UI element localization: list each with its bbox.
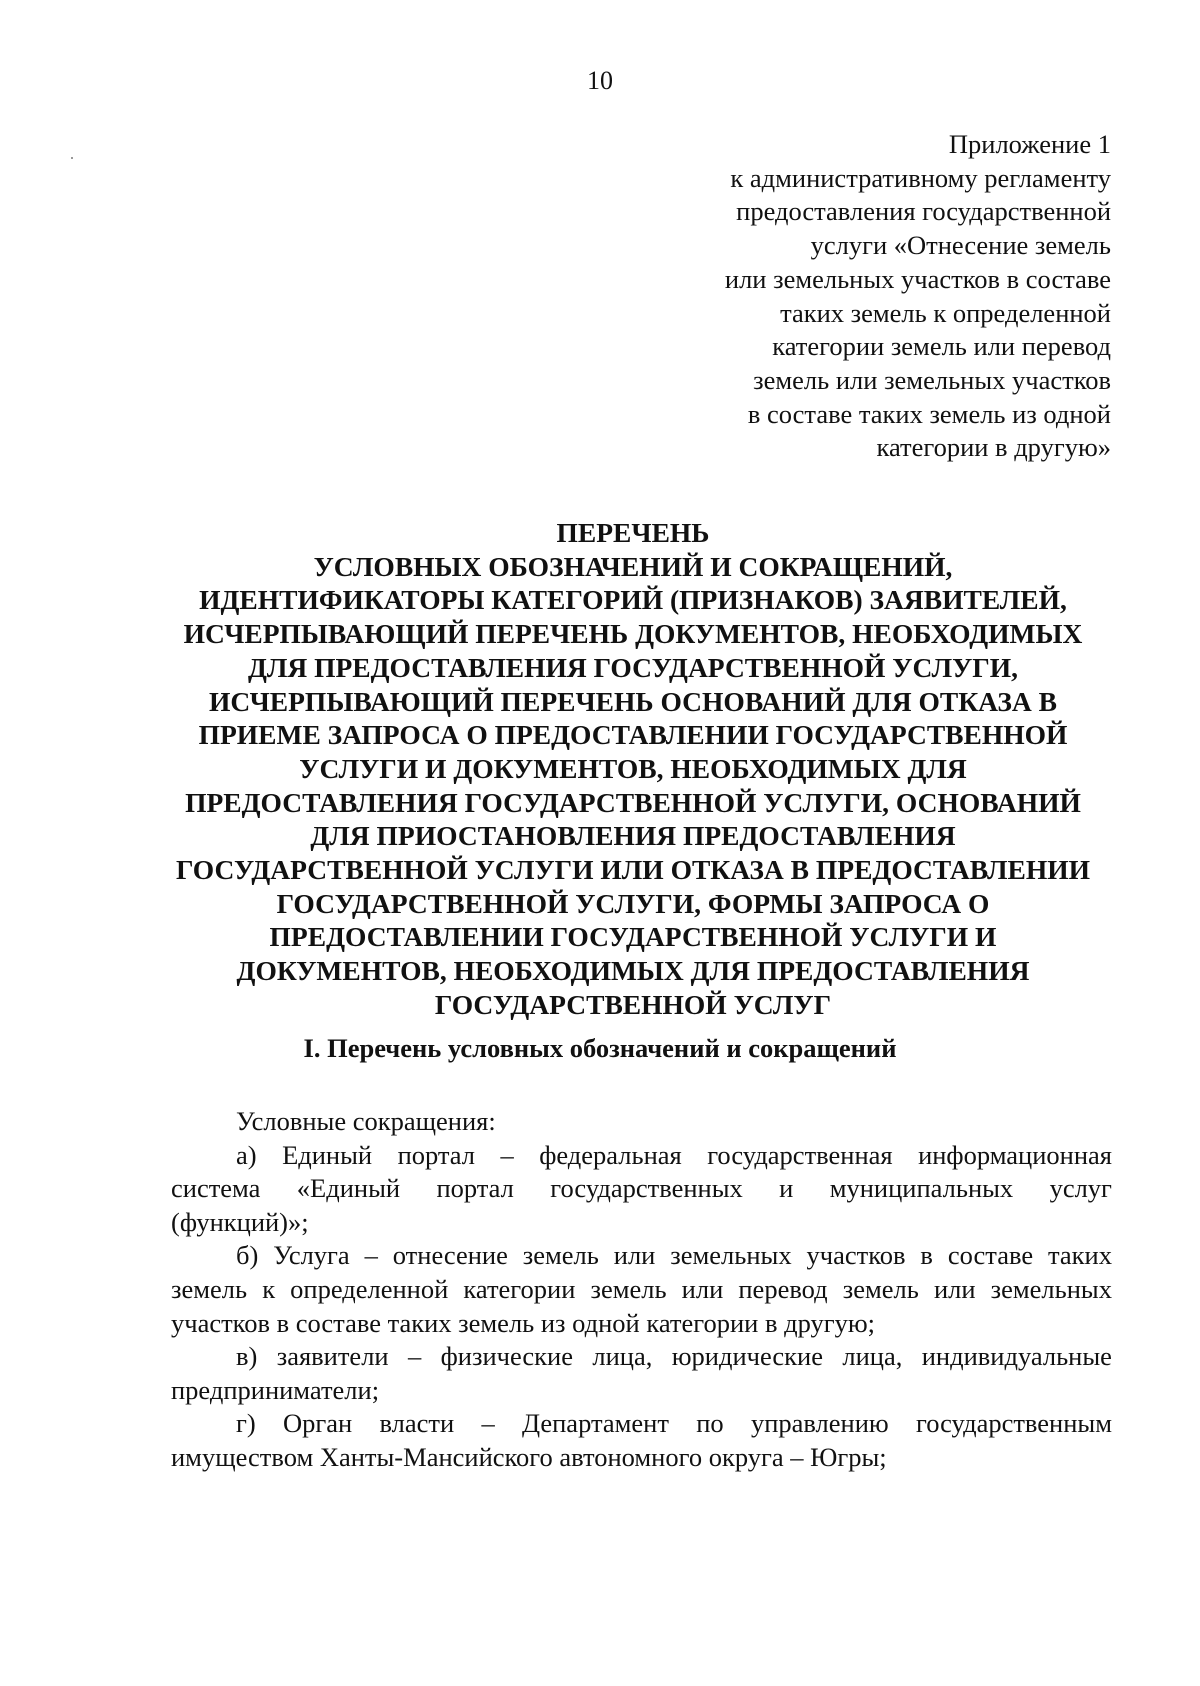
item-word: государственная	[707, 1139, 893, 1170]
item-word: или	[613, 1240, 656, 1271]
item-word: или	[933, 1273, 976, 1304]
title-line: УСЛУГИ И ДОКУМЕНТОВ, НЕОБХОДИМЫХ ДЛЯ	[299, 752, 967, 784]
item-word: Орган	[282, 1408, 353, 1439]
item-word: юридические	[671, 1341, 823, 1372]
document-title	[160, 516, 1106, 1022]
abbreviation-item	[171, 1407, 1112, 1474]
item-word: земель	[171, 1273, 248, 1304]
appendix-line: предоставления государственной	[736, 196, 1111, 227]
title-line: ГОСУДАРСТВЕННОЙ УСЛУГИ, ФОРМЫ ЗАПРОСА О	[276, 887, 990, 919]
item-word: составе	[947, 1240, 1034, 1271]
item-word: участков	[806, 1240, 906, 1271]
title-line: УСЛОВНЫХ ОБОЗНАЧЕНИЙ И СОКРАЩЕНИЙ,	[313, 550, 953, 582]
item-word: земель	[590, 1273, 667, 1304]
item-line: (функций)»;	[171, 1206, 309, 1237]
item-line	[171, 1273, 1112, 1307]
title-line: ДЛЯ ПРИОСТАНОВЛЕНИЯ ПРЕДОСТАВЛЕНИЯ	[310, 820, 956, 852]
title-line: ГОСУДАРСТВЕННОЙ УСЛУГИ ИЛИ ОТКАЗА В ПРЕДОСТАВЛЕНИИ	[175, 854, 1091, 886]
item-word: портал	[436, 1173, 514, 1204]
body-text	[171, 1105, 1112, 1475]
item-word: лица,	[842, 1341, 903, 1372]
item-word: определенной	[290, 1273, 449, 1304]
title-line: ГОСУДАРСТВЕННОЙ УСЛУГ	[434, 988, 832, 1020]
title-line: ДОКУМЕНТОВ, НЕОБХОДИМЫХ ДЛЯ ПРЕДОСТАВЛЕНИЯ	[236, 955, 1030, 987]
item-word: портал	[397, 1139, 476, 1170]
appendix-line: Приложение 1	[948, 129, 1111, 159]
item-word: –	[364, 1240, 378, 1271]
item-word: –	[500, 1139, 514, 1170]
appendix-line: категории земель или перевод	[772, 331, 1111, 362]
abbreviation-list	[171, 1139, 1112, 1475]
appendix-line: категории в другую»	[876, 432, 1111, 463]
item-line	[171, 1340, 1112, 1374]
title-line: ИСЧЕРПЫВАЮЩИЙ ПЕРЕЧЕНЬ ОСНОВАНИЙ ДЛЯ ОТКАЗА В	[209, 685, 1057, 717]
item-marker: б)	[236, 1240, 259, 1271]
item-word: или	[681, 1273, 724, 1304]
item-word: государственным	[915, 1408, 1112, 1439]
item-marker: в)	[236, 1341, 258, 1372]
title-line: ПРИЕМЕ ЗАПРОСА О ПРЕДОСТАВЛЕНИИ ГОСУДАРСТВЕННОЙ	[198, 719, 1068, 751]
title-line: ПРЕДОСТАВЛЕНИЯ ГОСУДАРСТВЕННОЙ УСЛУГИ, ОСНОВАНИЙ	[185, 786, 1081, 818]
intro-paragraph: Условные сокращения:	[236, 1106, 496, 1136]
item-word: в	[920, 1240, 933, 1271]
item-line: предприниматели;	[171, 1374, 380, 1405]
section-heading: I. Перечень условных обозначений и сокращений	[303, 1033, 897, 1063]
appendix-note	[651, 128, 1111, 465]
item-word: земельных	[990, 1273, 1112, 1304]
item-word: услуг	[1049, 1173, 1112, 1204]
item-line	[171, 1172, 1112, 1206]
item-word: Услуга	[273, 1240, 350, 1271]
item-marker: а)	[236, 1139, 257, 1170]
item-word: земель	[842, 1273, 919, 1304]
item-word: таких	[1048, 1240, 1112, 1271]
item-word: управлению	[750, 1408, 889, 1439]
item-word: «Единый	[296, 1173, 401, 1204]
item-word: –	[481, 1408, 495, 1439]
appendix-line: в составе таких земель из одной	[747, 398, 1111, 429]
item-word: информационная	[918, 1139, 1112, 1170]
item-word: система	[171, 1173, 261, 1204]
item-word: заявители	[276, 1341, 389, 1372]
title-line: ДЛЯ ПРЕДОСТАВЛЕНИЯ ГОСУДАРСТВЕННОЙ УСЛУГИ,	[247, 651, 1019, 683]
item-word: к	[262, 1273, 276, 1304]
title-line: ИДЕНТИФИКАТОРЫ КАТЕГОРИЙ (ПРИЗНАКОВ) ЗАЯВИТЕЛЕЙ,	[199, 584, 1067, 616]
abbreviation-item	[171, 1239, 1112, 1340]
item-word: земельных	[670, 1240, 792, 1271]
abbreviation-item	[171, 1340, 1112, 1407]
item-word: отнесение	[392, 1240, 508, 1271]
item-word: земель	[522, 1240, 599, 1271]
title-line: ПЕРЕЧЕНЬ	[556, 517, 710, 548]
item-word: федеральная	[539, 1139, 682, 1170]
item-word: Единый	[282, 1139, 373, 1170]
item-word: и	[779, 1173, 794, 1204]
title-line: ИСЧЕРПЫВАЮЩИЙ ПЕРЕЧЕНЬ ДОКУМЕНТОВ, НЕОБХОДИМЫХ	[183, 618, 1083, 650]
item-line	[171, 1407, 1112, 1441]
item-line	[171, 1239, 1112, 1273]
appendix-line: таких земель к определенной	[780, 297, 1111, 328]
item-marker: г)	[236, 1408, 256, 1439]
item-word: Департамент	[521, 1408, 669, 1439]
item-line: участков в составе таких земель из одной категории в другую;	[171, 1307, 875, 1338]
item-word: индивидуальные	[921, 1341, 1112, 1372]
item-word: лица,	[592, 1341, 653, 1372]
appendix-line: или земельных участков в составе	[724, 263, 1111, 294]
item-word: –	[408, 1341, 422, 1372]
appendix-line: к административному регламенту	[730, 162, 1111, 193]
item-word: категории	[463, 1273, 576, 1304]
item-word: по	[696, 1408, 724, 1439]
item-word: государственных	[550, 1173, 743, 1204]
appendix-line: земель или земельных участков	[753, 364, 1111, 395]
item-word: перевод	[738, 1273, 828, 1304]
item-word: власти	[379, 1408, 455, 1439]
title-line: ПРЕДОСТАВЛЕНИИ ГОСУДАРСТВЕННОЙ УСЛУГИ И	[269, 921, 997, 953]
item-line: имуществом Ханты-Мансийского автономного округа – Югры;	[171, 1441, 887, 1472]
page-number: 10	[587, 66, 613, 95]
scan-speck	[71, 157, 73, 159]
item-word: физические	[440, 1341, 573, 1372]
item-word: муниципальных	[829, 1173, 1014, 1204]
item-line	[171, 1139, 1112, 1173]
appendix-line: услуги «Отнесение земель	[810, 230, 1111, 261]
abbreviation-item	[171, 1139, 1112, 1240]
